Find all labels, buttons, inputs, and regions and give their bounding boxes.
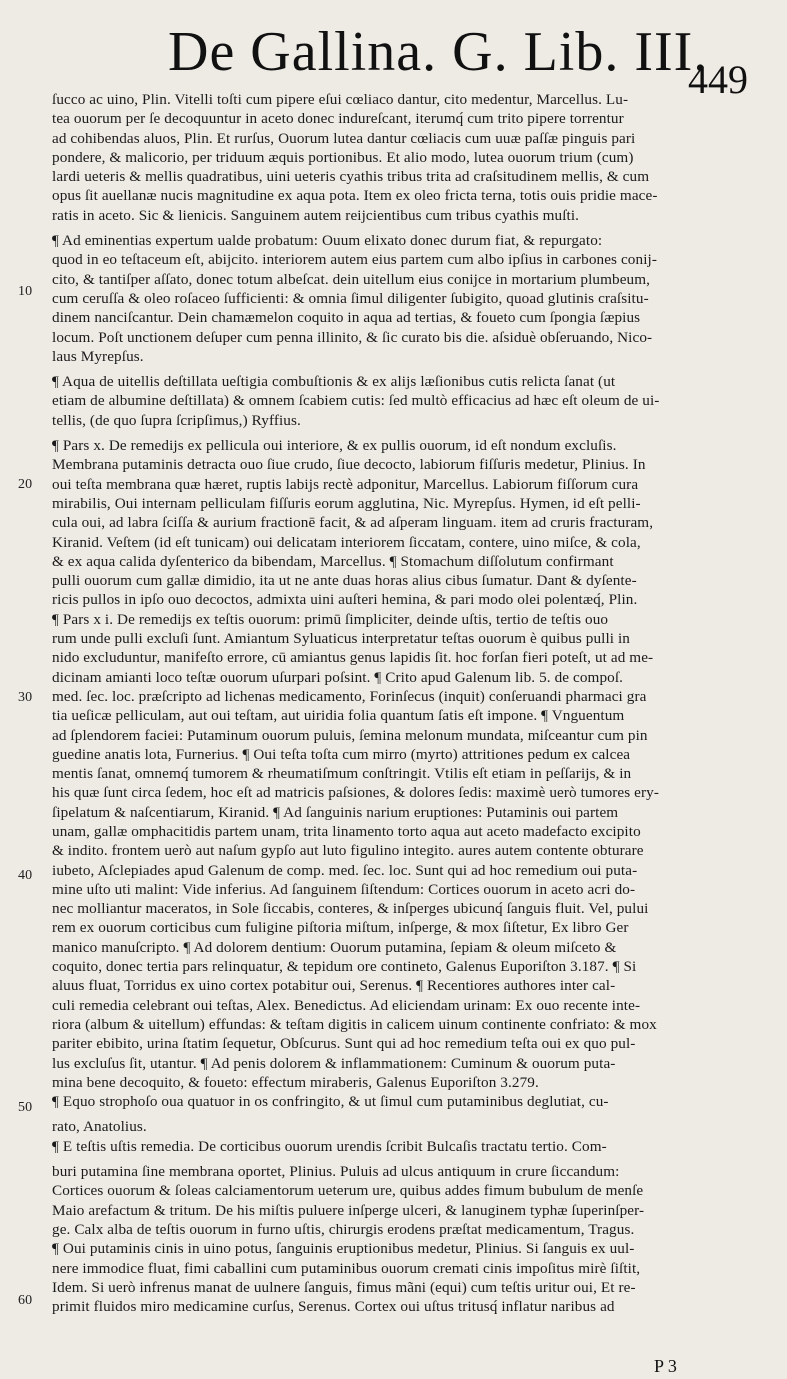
body-text xyxy=(18,90,772,1316)
text-line: guedine anatis lota, Furnerius. ¶ Oui teſta toſta cum mirro (myrto) attritiones pedum ex calcea xyxy=(52,745,631,763)
text-line: ad cohibendas aluos, Plin. Et rurſus, Ouorum lutea dantur cœliacis cum uuæ paſſæ pinguis pari xyxy=(52,129,636,147)
text-line: cula oui, ad labra ſciſſa & aurium fractionē facit, & ad aſperam linguam. item ad cruris fracturam, xyxy=(52,514,654,532)
text-line: primit fluidos miro medicamine curſus, Serenus. Cortex oui uſtus tritusq́ inflatur naribus ad xyxy=(52,1298,615,1316)
text-line: nido excluduntur, manifeſto errore, cū amiantus genus lapidis ſit. hoc forſan fieri poteſt, ut ad me- xyxy=(52,649,654,667)
line-marker-30: 30 xyxy=(18,690,33,705)
text-line: buri putamina ſine membrana oportet, Plinius. Puluis ad ulcus antiquum in crure ſiccandum: xyxy=(52,1163,620,1181)
text-line: etiam de albumine deſtillata) & omnem ſcabiem cutis: ſed multò efficacius ad hæc eſt oleum de ui- xyxy=(52,392,660,410)
text-line: riora (album & uitellum) effundas: & teſtam digitis in calicem uinum continente confriato: & mox xyxy=(52,1015,657,1033)
text-line: rem ex ouorum corticibus cum fuligine piſtoria miſtum, inſperge, & mox ſiſtetur, Ex libro Ger xyxy=(52,919,629,937)
text-line: med. ſec. loc. præſcripto ad lichenas medicamento, Forinſecus (inquit) conſeruandi pharmaci gra xyxy=(52,687,647,705)
text-line: mentis ſanat, omnemq́ tumorem & rheumatiſmum conſtringit. Vtilis eſt etiam in peſſarijs, & in xyxy=(52,765,632,783)
text-line: tellis, (de quo ſupra ſcripſimus,) Ryffius. xyxy=(52,411,301,429)
text-line: Membrana putaminis detracta ouo ſiue crudo, ſiue decocto, labiorum fiſſuris medetur, Plinius. In xyxy=(52,456,646,474)
text-line: pariter ebibito, urina ſtatim ſequetur, Obſcurus. Sunt qui ad hoc remedium teſta oui ex quo pul- xyxy=(52,1035,636,1053)
text-line: ¶ Pars x i. De remedijs ex teſtis ouorum: primū ſimpliciter, deinde uſtis, tertio de teſtis ouo xyxy=(52,610,609,628)
page-header-title: De Gallina. G. Lib. III. xyxy=(168,21,709,83)
text-line: ſipelatum & naſcentiarum, Kiranid. ¶ Ad ſanguinis narium eruptiones: Putaminis oui partem xyxy=(52,803,619,821)
line-marker-10: 10 xyxy=(18,284,33,299)
text-line: ¶ Aqua de uitellis deſtillata ueſtigia combuſtionis & ex alijs læſionibus cutis relicta ſanat (ut xyxy=(52,373,616,391)
text-line: culi remedia celebrant oui teſtas, Alex. Benedictus. Ad eliciendam urinam: Ex ouo recente inte- xyxy=(52,996,641,1014)
text-line: dinem nanciſcantur. Dein chamæmelon coquito in aqua ad tertias, & foueto cum ſpongia ſæpius xyxy=(52,309,641,327)
text-line: aluus fluat, Torridus ex uino cortex potabitur oui, Serenus. ¶ Recentiores authores inter cal- xyxy=(52,977,616,995)
text-line: nec molliantur maceratos, in Sole ſiccabis, conteres, & inſperges ubicunq́ ſanguis fluit. Vel, pului xyxy=(52,900,649,918)
text-line: tea ouorum per ſe decoquuntur in aceto donec indureſcant, iterumq́ cum trito pipere torrentur xyxy=(52,110,624,128)
text-line: his quæ ſunt circa ſedem, hoc eſt ad matricis paſsiones, & dolores ſedis: maximè uerò tumores ery- xyxy=(52,784,660,802)
text-line: ¶ Equo strophoſo oua quatuor in os confringito, & ut ſimul cum putaminibus deglutiat, cu- xyxy=(52,1093,609,1111)
text-line: manico manuſcripto. ¶ Ad dolorem dentium: Ouorum putamina, ſepiam & oleum miſceto & xyxy=(52,938,617,956)
text-line: mina bene decoquito, & foueto: effectum miraberis, Galenus Euporiſton 3.279. xyxy=(52,1073,539,1091)
text-line: ¶ Ad eminentias expertum ualde probatum: Ouum elixato donec durum fiat, & repurgato: xyxy=(52,232,603,250)
text-line: cum ceruſſa & oleo roſaceo ſufficienti: & omnia ſimul diligenter ſubigito, quoad glutinis craſsitu- xyxy=(52,289,649,307)
line-marker-60: 60 xyxy=(18,1293,33,1308)
text-line: coquito, donec tertia pars relinquatur, & tepidum ore contineto, Galenus Euporiſton 3.187. ¶ Si xyxy=(52,958,637,976)
text-line: oui teſta membrana quæ hæret, ruptis labijs rectè adponitur, Marcellus. Labiorum fiſſorum cura xyxy=(52,475,639,493)
text-line: mine uſto uti malint: Vide inferius. Ad ſanguinem ſiſtendum: Cortices ouorum in aceto acri do- xyxy=(52,880,636,898)
text-line: ratis in aceto. Sic & lienicis. Sanguinem autem reijcientibus cum tribus cyathis muſti. xyxy=(52,206,580,224)
text-line: lardi ueteris & mellis quadratibus, uini ueteris cyathis tribus trita ad craſsitudinem mellis, & cum xyxy=(52,168,650,186)
line-marker-20: 20 xyxy=(18,477,33,492)
text-line: lus excluſus ſit, utantur. ¶ Ad penis dolorem & inflammationem: Cuminum & ouorum puta- xyxy=(52,1054,616,1072)
text-line: laus Myrepſus. xyxy=(52,347,144,365)
text-line: Kiranid. Veſtem (id eſt tunicam) oui delicatam interiorem ſiccatam, contere, uino miſce, & cola, xyxy=(52,533,641,551)
text-line: tia ueſicæ pelliculam, aut oui teſtam, aut uiridia folia quantum ſatis eſt impone. ¶ Vnguentum xyxy=(52,707,625,725)
text-line: dicinam amianti loco teſtæ ouorum uſurpari poſsint. ¶ Crito apud Galenum lib. 5. de compoſ. xyxy=(52,668,624,686)
text-line: pondere, & malicorio, per triduum æquis portionibus. Et alio modo, lutea ouorum trium (cum) xyxy=(52,148,634,166)
text-line: & ex aqua calida dyſenterico da bibendam, Marcellus. ¶ Stomachum diſſolutum confirmant xyxy=(52,552,614,570)
text-line: iubeto, Aſclepiades apud Galenum de comp. med. ſec. loc. Sunt qui ad hoc remedium oui puta- xyxy=(52,861,638,879)
text-line: ſucco ac uino, Plin. Vitelli toſti cum pipere eſui cœliaco dantur, cito medentur, Marcellus. Lu- xyxy=(52,91,629,108)
text-line: Cortices ouorum & ſoleas calciamentorum ueterum ure, quibus addes fimum bubulum de menſe xyxy=(52,1182,644,1200)
text-line: & indito. frontem uerò aut naſum gypſo aut luto figulino integito. aures autem contente obturare xyxy=(52,842,644,860)
text-line: quod in eo teſtaceum eſt, abijcito. interiorem autem eius partem cum albo ipſius in carbones conij- xyxy=(52,251,657,269)
text-line: opus ſit auellanæ nucis magnitudine ex aqua pota. Item ex oleo fricta terna, totis ouis pridie mace- xyxy=(52,187,658,205)
text-line: ricis pullos in ipſo ouo decoctos, admixta uini auſteri hemina, & pari modo olei polentæq́, Plin. xyxy=(52,591,638,609)
text-line: ad ſplendorem faciei: Putaminum ouorum puluis, ſemina melonum mundata, miſceantur cum pin xyxy=(52,726,648,744)
text-line: ¶ Pars x. De remedijs ex pellicula oui interiore, & ex pullis ouorum, id eſt nondum excluſis. xyxy=(52,437,617,455)
text-line: rum unde pulli excluſi ſunt. Amiantum Syluaticus interpretatur teſtas ouorum è quibus pulli in xyxy=(52,630,631,648)
text-line: nere immodice fluat, fimi caballini cum putaminibus ouorum cremati cinis impoſitus mirè ſiſtit, xyxy=(52,1259,641,1277)
text-line: Idem. Si uerò infrenus manat de uulnere ſanguis, fimus mãni (equi) cum teſtis uritur oui, Et re- xyxy=(52,1278,636,1296)
page-number: 449 xyxy=(688,57,748,102)
line-marker-40: 40 xyxy=(18,868,33,883)
signature-mark: P 3 xyxy=(654,1356,677,1376)
text-line: locum. Poſt unctionem deſuper cum penna illinito, & ſic curato bis die. aſsiduè obſeruando, Nico- xyxy=(52,328,653,346)
text-line: ge. Calx alba de teſtis ouorum in furno uſtis, chirurgis erodens præſtat medicamentum, Tragus. xyxy=(52,1220,635,1238)
text-line: pulli ouorum cum gallæ dimidio, ita ut ne ante duas horas alius cibus ſumatur. Dant & dyſente- xyxy=(52,572,637,590)
text-line: ¶ E teſtis uſtis remedia. De corticibus ouorum urendis ſcribit Bulcaſis tractatu tertio. Com- xyxy=(52,1137,607,1155)
text-line: Maio arefactum & tritum. De his miſtis puluere inſperge ulceri, & lanuginem typhæ ſuperinſper- xyxy=(52,1201,645,1219)
text-line: cito, & tantiſper aſſato, donec totum albeſcat. dein uitellum eius conijce in mortarium plumbeum, xyxy=(52,270,651,288)
text-line: rato, Anatolius. xyxy=(52,1118,147,1136)
line-marker-50: 50 xyxy=(18,1100,33,1115)
text-line: ¶ Oui putaminis cinis in uino potus, ſanguinis eruptionibus medetur, Plinius. Si ſanguis ex uul- xyxy=(52,1240,635,1258)
text-line: unam, gallæ omphacitidis partem unam, trita linamento torto aqua aut aceto madefacto excipito xyxy=(52,822,641,840)
text-line: mirabilis, Oui internam pelliculam fiſſuris eorum agglutina, Nic. Myrepſus. Hymen, id eſt pelli- xyxy=(52,494,641,512)
